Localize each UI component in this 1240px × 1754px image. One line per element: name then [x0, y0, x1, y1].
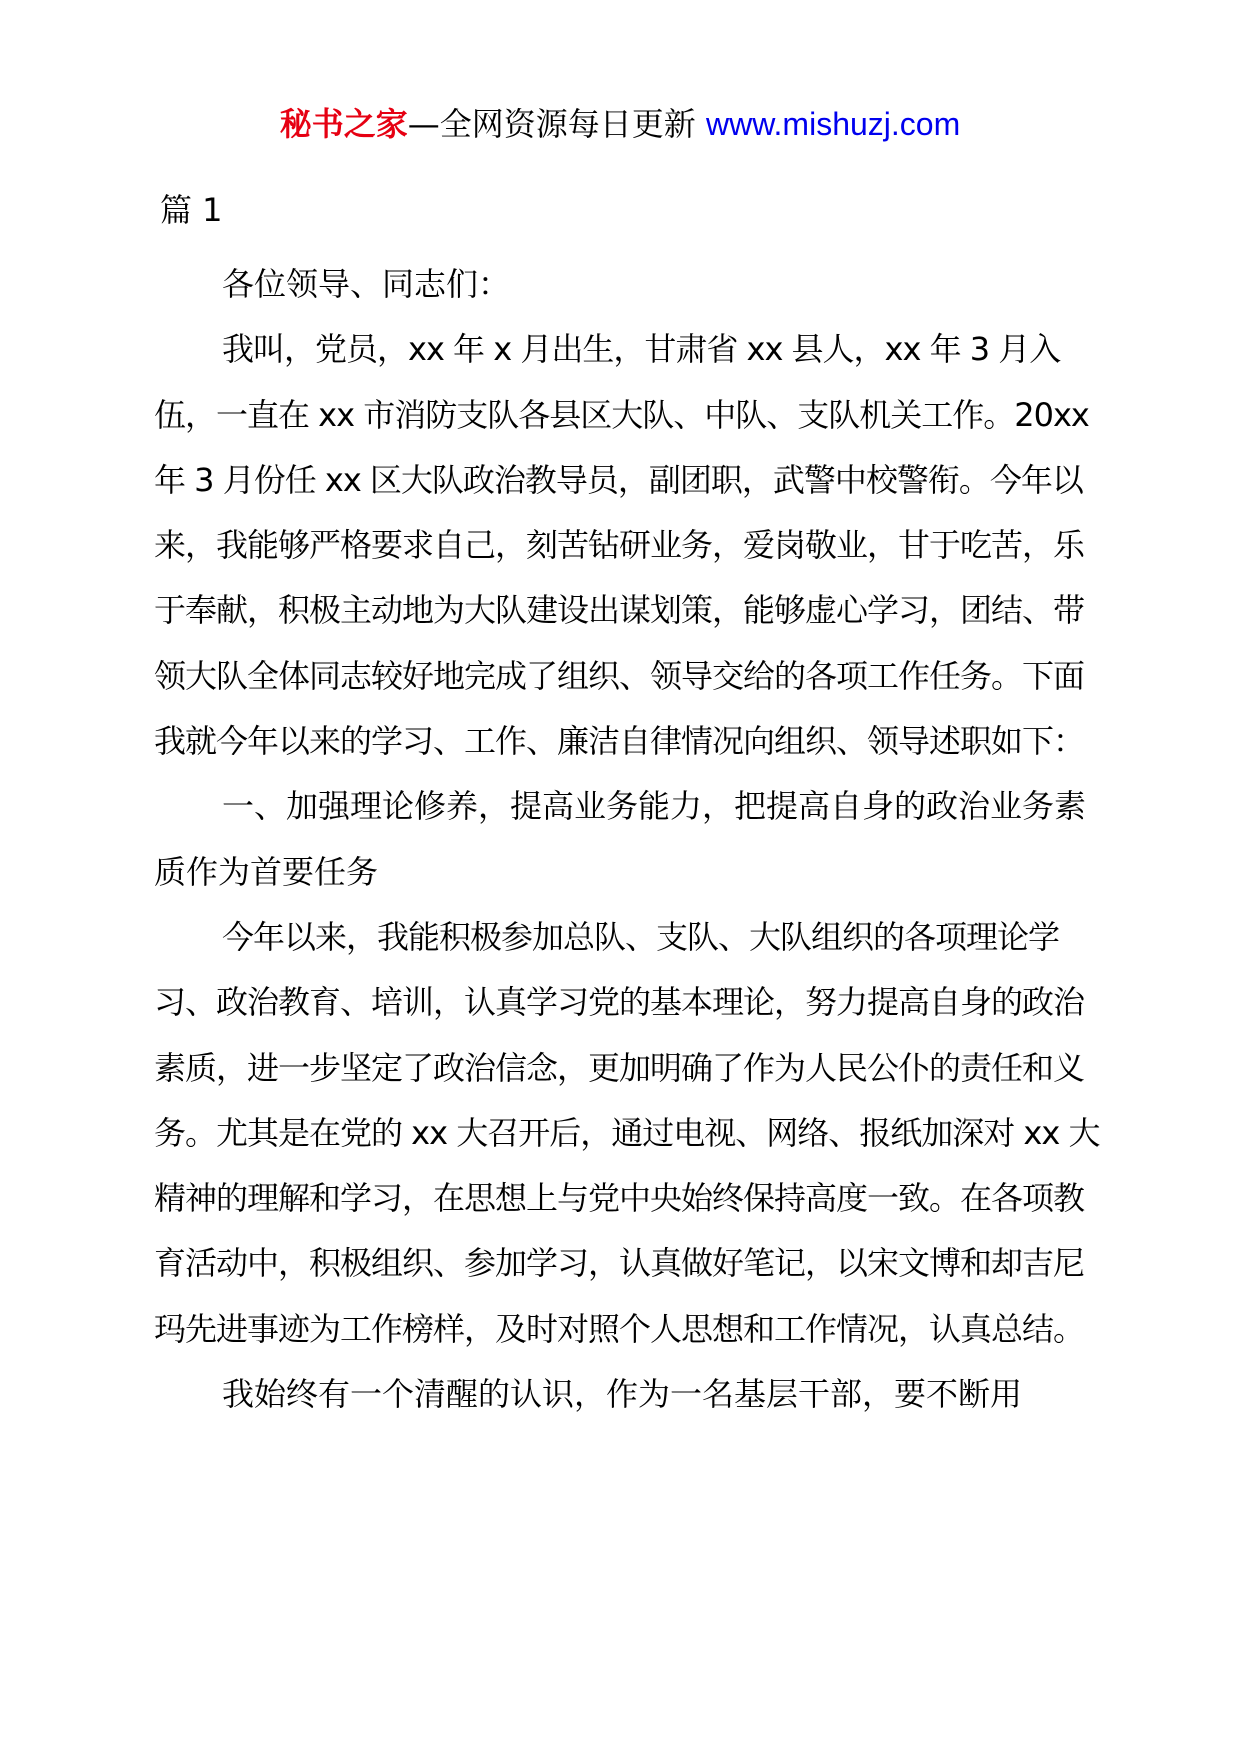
section-heading-paragraph: 一、加强理论修养，提高业务能力，把提高自身的政治业务素质作为首要任务: [154, 787, 1087, 891]
document-body: [154, 252, 1114, 1427]
closing-paragraph: 我始终有一个清醒的认识，作为一名基层干部，要不断用: [222, 1375, 1023, 1414]
section-label: 篇 1: [160, 191, 223, 229]
header-slogan: —全网资源每日更新: [407, 105, 696, 143]
brand-name: 秘书之家: [279, 105, 408, 143]
study-paragraph: 今年以来，我能积极参加总队、支队、大队组织的各项理论学习、政治教育、培训，认真学习党的基本理论，努力提高自身的政治素质，进一步坚定了政治信念，更加明确了作为人民公仆的责任和义务。尤其是在党的 xx 大召开后，通过电视、网络、报纸加深对 xx 大精神的理解和学习，在思想上与党中央始终保持高度一致。在各项教育活动中，积极组织、参加学习，认真做好笔记，以宋文博和却吉尼玛先进事迹为工作榜样，及时对照个人思想和工作情况，认真总结。: [154, 917, 1100, 1348]
website-link[interactable]: www.mishuzj.com: [705, 106, 961, 142]
intro-paragraph: 我叫，党员，xx 年 x 月出生，甘肃省 xx 县人，xx 年 3 月入伍，一直在 xx 市消防支队各县区大队、中队、支队机关工作。20xx 年 3 月份任 xx 区大队政治教导员，副团职，武警中校警衔。今年以来，我能够严格要求自己，刻苦钻研业务，爱岗敬业，甘于吃苦，乐于奉献，积极主动地为大队建设出谋划策，能够虚心学习，团结、带领大队全体同志较好地完成了组织、领导交给的各项工作任务。下面我就今年以来的学习、工作、廉洁自律情况向组织、领导述职如下：: [154, 330, 1089, 761]
page-header: [0, 102, 1240, 146]
salutation-paragraph: 各位领导、同志们：: [222, 265, 511, 303]
